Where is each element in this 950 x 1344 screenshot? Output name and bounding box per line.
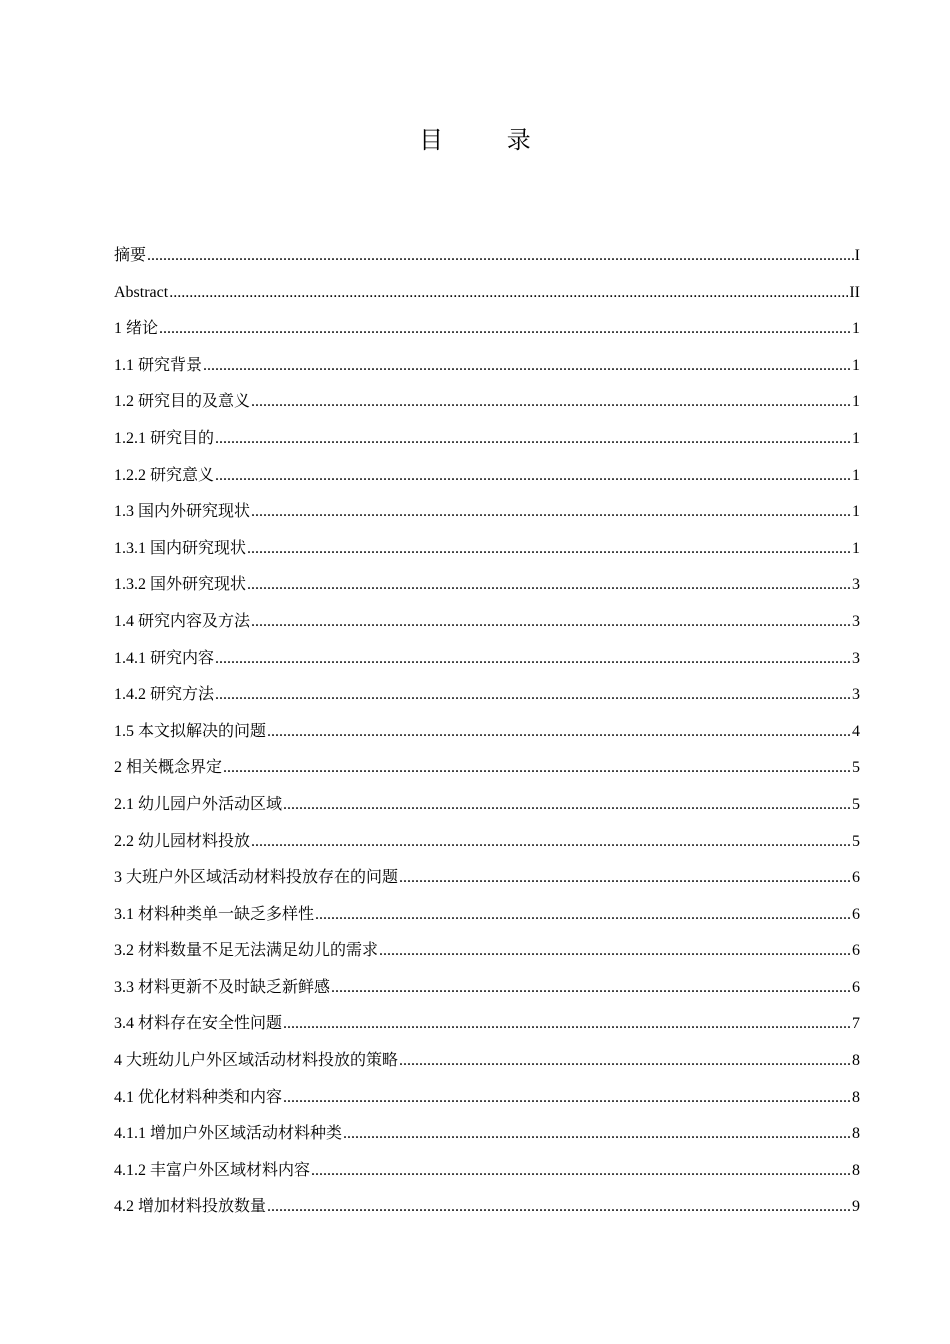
toc-entry-label: 3.2 材料数量不足无法满足幼儿的需求 [114,942,379,960]
toc-entry-label: 2.1 幼儿园户外活动区域 [114,795,283,813]
toc-entry[interactable] [114,311,860,348]
toc-entry-page-number: 1 [852,393,860,411]
toc-dot-leader [251,824,851,861]
toc-dot-leader [283,1080,851,1117]
toc-entry-page-number: 6 [852,978,860,996]
toc-entry[interactable] [114,1189,860,1226]
toc-dot-leader [251,384,851,421]
toc-entry-label: 摘要 [114,247,147,264]
toc-entry-label: 4.1.1 增加户外区域活动材料种类 [114,1125,343,1143]
toc-entry-page-number: 1 [852,429,860,447]
toc-entry-page-number: 3 [852,686,860,704]
toc-entry-label: 4 大班幼儿户外区域活动材料投放的策略 [114,1052,399,1070]
toc-entry[interactable] [114,641,860,678]
toc-entry-page-number: 1 [852,356,860,374]
toc-dot-leader [267,1189,851,1226]
toc-entry-label: 1.5 本文拟解决的问题 [114,722,267,740]
toc-entry-page-number: 1 [852,539,860,557]
toc-entry-label: 4.1 优化材料种类和内容 [114,1088,283,1106]
toc-entry[interactable] [114,275,860,312]
toc-dot-leader [169,275,848,312]
toc-entry[interactable] [114,714,860,751]
toc-entry-label: 3 大班户外区域活动材料投放存在的问题 [114,869,399,887]
toc-dot-leader [215,421,851,458]
toc-dot-leader [251,494,851,531]
toc-entry[interactable] [114,970,860,1007]
toc-entry-page-number: 9 [852,1198,860,1216]
toc-entry-page-number: 3 [852,576,860,594]
toc-entry[interactable] [114,677,860,714]
toc-dot-leader [159,311,851,348]
toc-entry-page-number: 8 [852,1088,860,1106]
toc-dot-leader [379,933,851,970]
toc-entry-label: 1.3 国内外研究现状 [114,503,251,521]
toc-entry-label: 1.4.1 研究内容 [114,649,215,667]
toc-list [114,238,860,1226]
toc-entry-page-number: I [854,247,860,264]
toc-dot-leader [251,604,851,641]
toc-entry-page-number: 5 [852,832,860,850]
toc-dot-leader [311,1153,851,1190]
toc-entry-label: 3.4 材料存在安全性问题 [114,1015,283,1033]
toc-entry-page-number: 5 [852,759,860,777]
toc-entry[interactable] [114,897,860,934]
toc-dot-leader [223,750,851,787]
toc-dot-leader [247,567,851,604]
toc-dot-leader [215,641,851,678]
toc-entry-page-number: 8 [852,1052,860,1070]
toc-dot-leader [247,531,851,568]
toc-entry[interactable] [114,933,860,970]
toc-dot-leader [331,970,851,1007]
toc-entry-page-number: 8 [852,1125,860,1143]
toc-entry-label: 4.1.2 丰富户外区域材料内容 [114,1161,311,1179]
toc-entry[interactable] [114,384,860,421]
toc-entry-page-number: 4 [852,722,860,740]
toc-dot-leader [343,1116,851,1153]
toc-entry-label: 4.2 增加材料投放数量 [114,1198,267,1216]
toc-entry-label: 1.2.2 研究意义 [114,466,215,484]
toc-entry[interactable] [114,531,860,568]
toc-entry[interactable] [114,860,860,897]
toc-dot-leader [203,348,851,385]
toc-entry[interactable] [114,458,860,495]
toc-entry-page-number: 6 [852,942,860,960]
toc-entry[interactable] [114,604,860,641]
toc-entry[interactable] [114,1006,860,1043]
toc-entry-page-number: 3 [852,649,860,667]
toc-dot-leader [283,1006,851,1043]
toc-entry-label: 1.2.1 研究目的 [114,429,215,447]
toc-entry[interactable] [114,1043,860,1080]
toc-entry[interactable] [114,494,860,531]
toc-title: 目 录 [419,126,559,154]
toc-entry-label: 1.4.2 研究方法 [114,686,215,704]
toc-entry[interactable] [114,567,860,604]
toc-entry-page-number: II [849,283,860,301]
toc-entry[interactable] [114,1116,860,1153]
toc-entry[interactable] [114,421,860,458]
toc-dot-leader [215,677,851,714]
toc-entry-label: 3.3 材料更新不及时缺乏新鲜感 [114,978,331,996]
toc-entry-label: 1.3.1 国内研究现状 [114,539,247,557]
toc-dot-leader [147,238,854,275]
toc-entry-page-number: 8 [852,1161,860,1179]
toc-dot-leader [215,458,851,495]
toc-entry-label: 3.1 材料种类单一缺乏多样性 [114,905,315,923]
toc-entry-page-number: 1 [852,503,860,521]
toc-entry-page-number: 5 [852,795,860,813]
toc-entry[interactable] [114,1153,860,1190]
toc-entry[interactable] [114,824,860,861]
toc-entry[interactable] [114,1080,860,1117]
toc-entry[interactable] [114,750,860,787]
toc-entry-label: 2.2 幼儿园材料投放 [114,832,251,850]
toc-entry-label: 2 相关概念界定 [114,759,223,777]
toc-dot-leader [315,897,851,934]
toc-entry-page-number: 7 [852,1015,860,1033]
toc-entry[interactable] [114,787,860,824]
toc-entry-label: Abstract [114,283,169,301]
toc-entry-label: 1.1 研究背景 [114,356,203,374]
toc-entry-label: 1.2 研究目的及意义 [114,393,251,411]
toc-entry-label: 1.3.2 国外研究现状 [114,576,247,594]
toc-dot-leader [267,714,851,751]
toc-entry-page-number: 6 [852,905,860,923]
toc-entry-label: 1.4 研究内容及方法 [114,612,251,630]
toc-dot-leader [399,860,851,897]
toc-entry-page-number: 3 [852,612,860,630]
toc-entry-page-number: 1 [852,466,860,484]
toc-entry-page-number: 1 [852,320,860,338]
toc-entry[interactable] [114,238,860,275]
toc-dot-leader [283,787,851,824]
toc-entry[interactable] [114,348,860,385]
toc-dot-leader [399,1043,851,1080]
toc-entry-page-number: 6 [852,869,860,887]
toc-entry-label: 1 绪论 [114,320,159,338]
